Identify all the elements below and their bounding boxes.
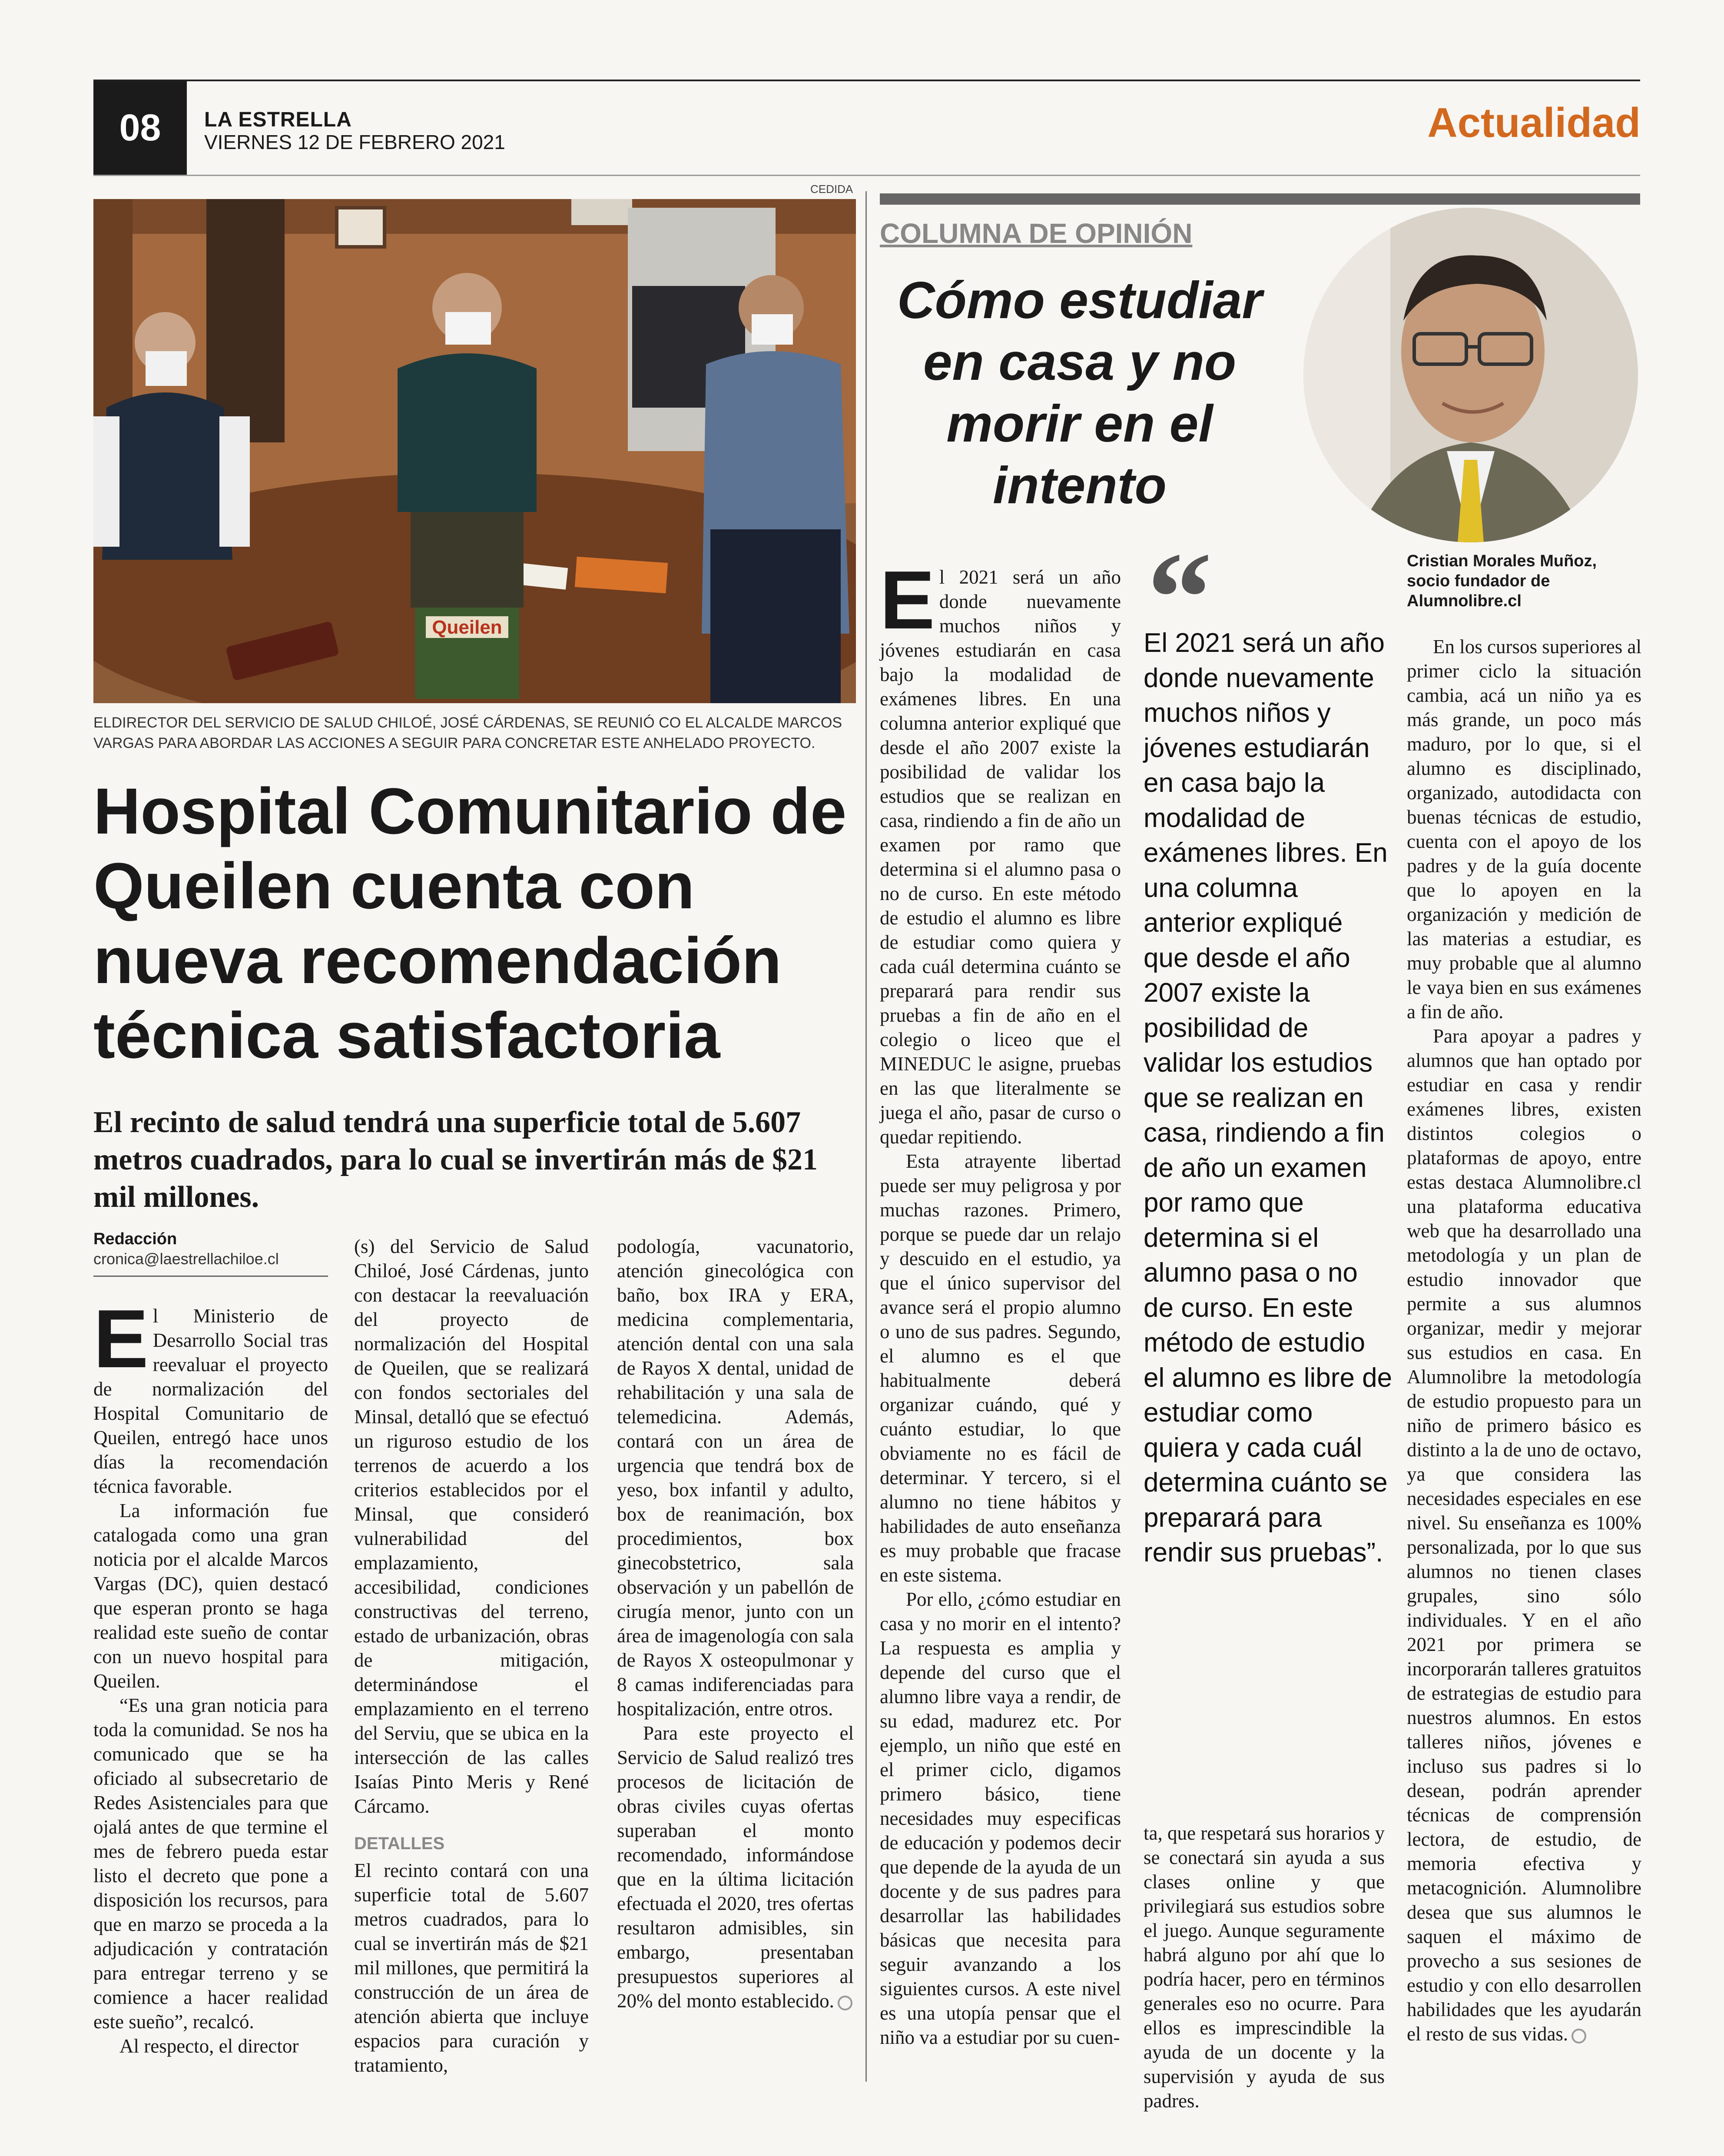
- article-dropcap: E: [93, 1293, 149, 1385]
- opinion-column-3: [1407, 635, 1641, 2046]
- issue-date: VIERNES 12 DE FEBRERO 2021: [204, 131, 505, 153]
- byline-rule: [93, 1276, 328, 1277]
- end-mark-icon: [838, 1996, 852, 2010]
- opinion-paragraph: ta, que respetará sus horarios y se conectará sin ayuda a sus clases online y que privilegiará sus estudios sobre el juego. Aunque seguramente habrá alguno por ahí que lo podría hacer, pero en términos generales eso no ocurre. Para ellos es imprescindible la ayuda de un docente y la supervisión y ayuda de sus padres.: [1144, 1822, 1385, 2112]
- article-paragraph: l Ministerio de Desarrollo Social tras reevaluar el proyecto de normalización del Hospital Comunitario de Queilen, entregó hace unos días la recomendación técnica favorable.: [93, 1305, 328, 1497]
- header-bottom-rule: [93, 175, 1640, 176]
- byline-name: Redacción: [93, 1230, 177, 1248]
- article-paragraph: La información fue catalogada como una gran noticia por el alcalde Marcos Vargas (DC), quien destacó que esperan pronto se haga realidad este sueño de contar con un nuevo hospital para Queilen.: [93, 1500, 328, 1692]
- article-subhead: El recinto de salud tendrá una superficie total de 5.607 metros cuadrados, para lo cual se invertirán más de $21 mil millones.: [93, 1106, 818, 1214]
- opinion-paragraph: l 2021 será un año donde nuevamente muchos niños y jóvenes estudiarán en casa bajo la modalidad de exámenes libres. En una columna anterior expliqué que desde el año 2007 existe la posibilidad de validar los estudios que se realizan en casa, rindiendo a fin de año un examen por ramo que determina si el alumno pasa o no de curso. En este método de estudio el alumno es libre de estudiar como quiera y cada cuál determina cuánto se preparará para rendir sus pruebas a fin de año en el colegio o liceo que el MINEDUC le asigne, pruebas en las que literalmente se juega el año, pasar de curso o quedar repitiendo.: [880, 566, 1121, 1148]
- author-role-2: Alumnolibre.cl: [1407, 592, 1522, 610]
- article-paragraph: “Es una gran noticia para toda la comunidad. Se nos ha comunicado que se ha oficiado al subsecretario de Redes Asistenciales para que ojalá antes de que termine el mes de febrero pueda estar listo el decreto que pone a disposición los recursos, para que en marzo se proceda a la adjudicación y contratación para entregar terreno y se comience a hacer realidad este sueño”, recalcó.: [93, 1694, 328, 2033]
- opinion-dropcap: E: [880, 554, 935, 646]
- meeting-photo-illustration: [93, 199, 856, 703]
- author-role-1: socio fundador de: [1407, 572, 1550, 590]
- article-paragraph: (s) del Servicio de Salud Chiloé, José Cárdenas, junto con destacar la reevaluación del proyecto de normalización del Hospital de Queilen, que se realizará con fondos sectoriales del Minsal, detalló que se efectuó un riguroso estudio de los terrenos de acuerdo a los criterios establecidos por el Minsal, que consideró vulnerabilidad del emplazamiento, accesibilidad, condiciones constructivas del terreno, estado de urbanización, obras de mitigación, determinándose el emplazamiento en el terreno del Serviu, que se ubica en la intersección de las calles Isaías Pinto Meris y René Cárcamo.: [354, 1236, 589, 1817]
- meeting-photo: [93, 199, 856, 703]
- author-credit: [1407, 551, 1597, 611]
- header-top-rule: [93, 80, 1640, 81]
- photo-credit: CEDIDA: [810, 183, 853, 196]
- opinion-paragraph: Esta atrayente libertad puede ser muy peligrosa y por muchas razones. Primero, porque se puede dar un relajo y descuido en el estudio, ya que el único supervisor del avance será el propio alumno o uno de sus padres. Segundo, el alumno es el que habitualmente deberá organizar cuándo, qué y cuánto estudiar, lo que obviamente no es fácil de determinar. Y tercero, si el alumno no tiene hábitos y habilidades de auto enseñanza es muy probable que fracase en este sistema.: [880, 1150, 1121, 1586]
- section-title: Actualidad: [1427, 100, 1641, 146]
- article-paragraph: Al respecto, el director: [119, 2035, 299, 2057]
- opinion-column-1: [880, 554, 1121, 2050]
- newspaper-name: LA ESTRELLA: [204, 108, 352, 131]
- article-column-3: [617, 1234, 854, 2013]
- author-name: Cristian Morales Muñoz,: [1407, 552, 1597, 570]
- opinion-pullquote: El 2021 será un año donde nuevamente muchos niños y jóvenes estudiarán en casa bajo la modalidad de exámenes libres. En una columna anterior expliqué que desde el año 2007 existe la posibilidad de validar los estudios que se realizan en casa, rindiendo a fin de año un examen por ramo que determina si el alumno pasa o no de curso. En este método de estudio el alumno es libre de estudiar como quiera y cada cuál determina cuánto se preparará para rendir sus pruebas”.: [1144, 628, 1392, 1568]
- page-number: 08: [93, 81, 187, 175]
- opinion-top-bar: [880, 193, 1640, 205]
- detalles-label: DETALLES: [354, 1834, 445, 1853]
- author-portrait-illustration: [1303, 208, 1638, 542]
- article-paragraph: El recinto contará con una superficie total de 5.607 metros cuadrados, para lo cual se invertirán más de $21 mil millones, que permitirá la construcción de un área de atención abierta que incluye espacios para curación y tratamiento,: [354, 1860, 589, 2076]
- author-portrait: [1303, 208, 1638, 542]
- opinion-label: COLUMNA DE OPINIÓN: [880, 218, 1193, 249]
- article-headline: Hospital Comunitario de Queilen cuenta con nueva recomendación técnica satisfactoria: [93, 774, 847, 1072]
- article-paragraph: podología, vacunatorio, atención ginecológica con baño, box IRA y ERA, medicina complementaria, atención dental con una sala de Rayos X dental, unidad de rehabilitación y una sala de telemedicina. Además, contará con un área de urgencia que tendrá box de yeso, box infantil y adulto, box de reanimación, box procedimientos, box ginecobstetrico, sala observación y un pabellón de cirugía menor, junto con un área de imagenología con sala de Rayos X osteopulmonar y 8 camas indiferenciadas para hospitalización, entre otros.: [617, 1236, 854, 1720]
- article-column-1: [93, 1293, 328, 2058]
- article-paragraph: Para este proyecto el Servicio de Salud realizó tres procesos de licitación de obras civiles cuyas ofertas superaban el monto recomendado, informándose que en la última licitación efectuada el 2020, tres ofertas resultaron admisibles, sin embargo, presentaban presupuestos superiores al 20% del monto establecido.: [617, 1722, 854, 2012]
- column-divider: [865, 191, 867, 2082]
- quote-mark-icon: “: [1147, 525, 1212, 670]
- opinion-paragraph: En los cursos superiores al primer ciclo la situación cambia, acá un niño ya es más grande, un poco más maduro, por lo que, si el alumno es disciplinado, organizado, autodidacta con buenas técnicas de estudio, cuenta con el apoyo de los padres y de la guía docente que lo apoyen en la organización y medición de las materias a estudiar, es muy probable que al alumno le vaya bien en sus exámenes a fin de año.: [1407, 636, 1641, 1023]
- opinion-paragraph: Por ello, ¿cómo estudiar en casa y no morir en el intento? La respuesta es amplia y depende del curso que el alumno libre vaya a rendir, de su edad, madurez etc. Por ejemplo, un niño que esté en el primer ciclo, digamos primero básico, tiene necesidades muy especificas de educación y podemos decir que depende de la ayuda de un docente y de sus padres para desarrollar las habilidades básicas que necesita para seguir avanzando a los siguientes cursos. A este nivel es una utopía pensar que el niño va a estudiar por su cuen-: [880, 1588, 1121, 2048]
- opinion-paragraph: Para apoyar a padres y alumnos que han optado por estudiar en casa y rendir exámenes libres, existen distintos colegios o plataformas de apoyo, entre estas destaca Alumnolibre.cl una plataforma educativa web que ha desarrollado una metodología y un plan de estudio innovador que permite a sus alumnos organizar, medir y mejorar sus estudios en casa. En Alumnolibre la metodología de estudio propuesto para un niño de primero básico es distinto a la de uno de octavo, ya que considera las necesidades especiales en ese nivel. Su enseñanza es 100% personalizada, por lo que sus alumnos no tienen clases grupales, sino sólo individuales. Y en el año 2021 por primera se incorporarán talleres gratuitos de estrategias de estudio para nuestros alumnos. En estos talleres niños, jóvenes e incluso sus padres si lo desean, podrán aprender técnicas de comprensión lectora, de estudio, de memoria efectiva y metacognición. Alumnolibre desea que sus alumnos le saquen el máximo de provecho a sus sesiones de estudio y con ello desarrollen habilidades que les ayudarán el resto de sus vidas.: [1407, 1025, 1641, 2045]
- article-column-2: [354, 1234, 589, 2077]
- photo-caption: ELDIRECTOR DEL SERVICIO DE SALUD CHILOÉ, JOSÉ CÁRDENAS, SE REUNIÓ CO EL ALCALDE MARCOS VARGAS PARA ABORDAR LAS ACCIONES A SEGUIR PARA CONCRETAR ESTE ANHELADO PROYECTO.: [93, 714, 842, 751]
- byline-email: cronica@laestrellachiloe.cl: [93, 1250, 279, 1268]
- opinion-column-2: [1144, 1821, 1385, 2113]
- end-mark-icon: [1571, 2029, 1586, 2043]
- opinion-title: Cómo estudiar en casa y no morir en el intento: [897, 271, 1263, 515]
- sign-text: Queilen: [432, 617, 502, 638]
